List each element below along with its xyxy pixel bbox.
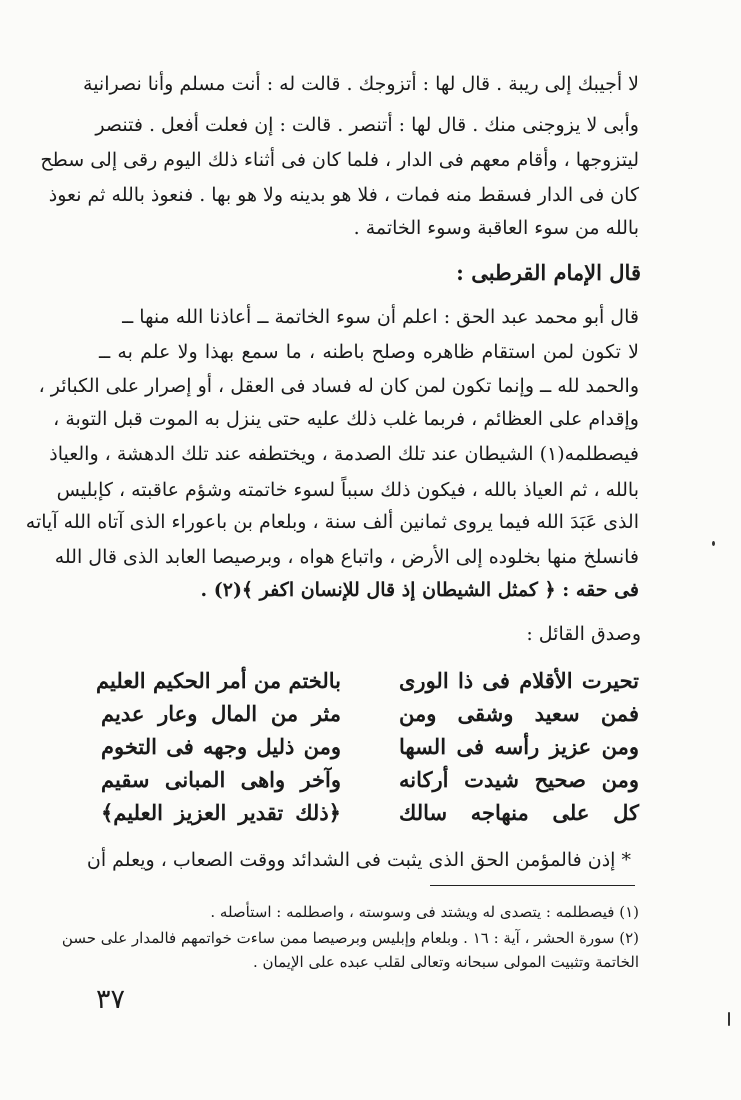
poem-intro: وصدق القائل : (526, 623, 641, 645)
body-line-1: لا أجيبك إلى ريبة . قال لها : أتزوجك . قالت له : أنت مسلم وأنا نصرانية (83, 73, 639, 95)
verse-3-first-hemistich: ومن عزيز رأسه فى السها (399, 734, 639, 759)
verse-1-second-hemistich: بالختم من أمر الحكيم العليم (96, 668, 341, 693)
section-line-8: فانسلخ منها بخلوده إلى الأرض ، واتباع هواه ، وبرصيصا العابد الذى قال الله (54, 546, 639, 568)
footnote-separator (430, 885, 635, 886)
section-line-1: قال أبو محمد عبد الحق : اعلم أن سوء الخاتمة ــ أعاذنا الله منها ــ (122, 306, 639, 328)
verse-4-first-hemistich: ومن صحيح شيدت أركانه (399, 767, 639, 792)
verse-2-first-hemistich: فمن سعيد وشقى ومن (399, 701, 639, 726)
verse-5-first-hemistich: كل على منهاجه سالك (399, 800, 639, 825)
verse-2-second-hemistich: مثر من المال وعار عديم (101, 701, 341, 726)
scan-speck (712, 541, 715, 546)
section-line-7: الذى عَبَدَ الله فيما يروى ثمانين ألف سنة ، وبلعام بن باعوراء الذى آتاه الله آياته (25, 511, 639, 533)
section-heading: قال الإمام القرطبى : (456, 260, 641, 285)
body-line-5: بالله من سوء العاقبة وسوء الخاتمة . (353, 217, 639, 239)
verse-3-second-hemistich: ومن ذليل وجهه فى التخوم (101, 734, 341, 759)
footnote-2: (٢) سورة الحشر ، آية : ١٦ . وبلعام وإبليس وبرصيصا ممن ساءت خواتمهم فالمدار على حسن (61, 929, 639, 947)
footnote-2-continued: الخاتمة وتثبيت المولى سبحانه وتعالى لقلب عبده على الإيمان . (252, 953, 639, 971)
body-line-3: ليتزوجها ، وأقام معهم فى الدار ، فلما كان فى أثناء ذلك اليوم رقى إلى سطح (40, 149, 639, 171)
verse-4-second-hemistich: وآخر واهى المبانى سقيم (101, 767, 341, 792)
body-line-4: كان فى الدار فسقط منه فمات ، فلا هو بدينه ولا هو بها . فنعوذ بالله ثم نعوذ (48, 184, 639, 206)
section-line-9: فى حقه : ﴿ كمثل الشيطان إذ قال للإنسان اكفر ﴾(٢) . (200, 579, 639, 601)
scan-edge-mark (728, 1012, 730, 1026)
section-line-4: وإقدام على العظائم ، فربما غلب ذلك عليه حتى ينزل به الموت قبل التوبة ، (53, 408, 639, 430)
body-line-2: وأبى لا يزوجنى منك . قال لها : أتنصر . قالت : إن فعلت أفعل . فتنصر (95, 114, 639, 136)
verse-5-second-hemistich: ﴿ذلك تقدير العزيز العليم﴾ (101, 800, 341, 825)
section-line-5: فيصطلمه(١) الشيطان عند تلك الصدمة ، ويختطفه عند تلك الدهشة ، والعياذ (49, 443, 639, 465)
footnote-1: (١) فيصطلمه : يتصدى له ويشتد فى وسوسته ، واصطلمه : استأصله . (210, 903, 639, 921)
page-number: ٣٧ (96, 984, 126, 1015)
last-body-line: * إذن فالمؤمن الحق الذى يثبت فى الشدائد ووقت الصعاب ، ويعلم أن (86, 849, 631, 871)
section-line-6: بالله ، ثم العياذ بالله ، فيكون ذلك سبباً لسوء خاتمته وشؤم عاقبته ، كإبليس (56, 479, 639, 501)
verse-1-first-hemistich: تحيرت الأقلام فى ذا الورى (399, 668, 639, 693)
section-line-2: لا تكون لمن استقام ظاهره وصلح باطنه ، ما سمع بهذا ولا علم به ــ (99, 341, 639, 363)
section-line-3: والحمد لله ــ وإنما تكون لمن كان له فساد فى العقل ، أو إصرار على الكبائر ، (38, 375, 639, 397)
